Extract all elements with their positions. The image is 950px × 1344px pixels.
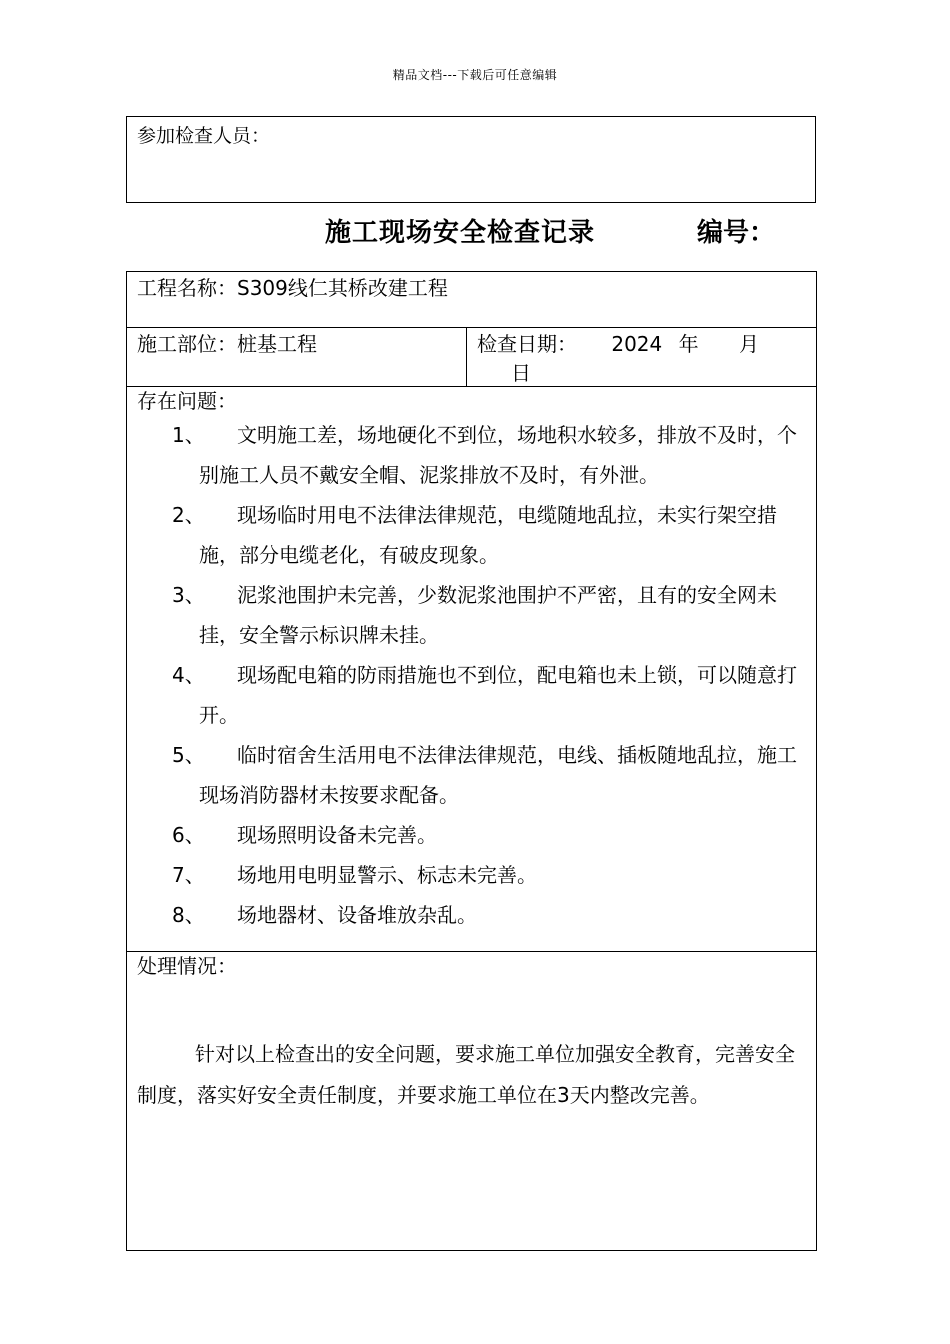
number-label: 编号： <box>697 218 776 248</box>
issue-number: 1、 <box>172 423 205 447</box>
issue-text: 泥浆池围护未完善，少数泥浆池围护不严密，且有的安全网未挂，安全警示标识牌未挂。 <box>199 583 777 647</box>
issue-text: 现场配电箱的防雨措施也不到位，配电箱也未上锁，可以随意打开。 <box>199 663 797 727</box>
issues-cell <box>127 387 817 952</box>
page-header-note: 精品文档---下载后可任意编辑 <box>392 68 558 82</box>
handling-cell <box>127 952 817 1251</box>
issue-number: 5、 <box>172 743 205 767</box>
handling-label: 处理情况： <box>137 954 237 978</box>
date-year-unit: 年 <box>678 332 699 356</box>
date-year: 2024 <box>611 332 663 356</box>
construction-section-cell: 施工部位：桩基工程 <box>127 328 467 387</box>
date-day-unit: 日 <box>511 361 531 385</box>
issue-text: 场地用电明显警示、标志未完善。 <box>237 863 537 887</box>
issues-label: 存在问题： <box>137 389 237 413</box>
issue-text: 文明施工差，场地硬化不到位，场地积水较多，排放不及时，个别施工人员不戴安全帽、泥浆排放不及时，有外泄。 <box>199 423 797 487</box>
inspection-record-table <box>126 271 817 1251</box>
issue-number: 8、 <box>172 903 205 927</box>
issue-number: 3、 <box>172 583 205 607</box>
issue-number: 7、 <box>172 863 205 887</box>
date-label: 检查日期： <box>477 332 577 356</box>
participants-box <box>126 116 816 203</box>
issues-list <box>137 415 806 935</box>
issue-item <box>137 895 806 935</box>
issue-item <box>137 415 806 495</box>
issue-number: 6、 <box>172 823 205 847</box>
project-name-cell: 工程名称：S309线仁其桥改建工程 <box>127 272 817 328</box>
issue-item <box>137 655 806 735</box>
issue-text: 场地器材、设备堆放杂乱。 <box>237 903 477 927</box>
issue-item <box>137 495 806 575</box>
page-title: 施工现场安全检查记录 <box>325 218 596 248</box>
issue-number: 4、 <box>172 663 205 687</box>
handling-text: 针对以上检查出的安全问题，要求施工单位加强安全教育，完善安全制度，落实好安全责任制度，并要求施工单位在3天内整改完善。 <box>137 1042 795 1107</box>
issue-item <box>137 735 806 815</box>
issue-item <box>137 575 806 655</box>
issue-item <box>137 855 806 895</box>
participants-label: 参加检查人员： <box>137 125 271 147</box>
issue-text: 临时宿舍生活用电不法律法律规范，电线、插板随地乱拉，施工现场消防器材未按要求配备。 <box>199 743 797 807</box>
date-month-unit: 月 <box>738 332 759 356</box>
issue-item <box>137 815 806 855</box>
issue-text: 现场照明设备未完善。 <box>237 823 437 847</box>
issue-number: 2、 <box>172 503 205 527</box>
issue-text: 现场临时用电不法律法律规范，电缆随地乱拉，未实行架空措施，部分电缆老化，有破皮现象。 <box>199 503 777 567</box>
inspection-date-cell <box>467 328 817 387</box>
